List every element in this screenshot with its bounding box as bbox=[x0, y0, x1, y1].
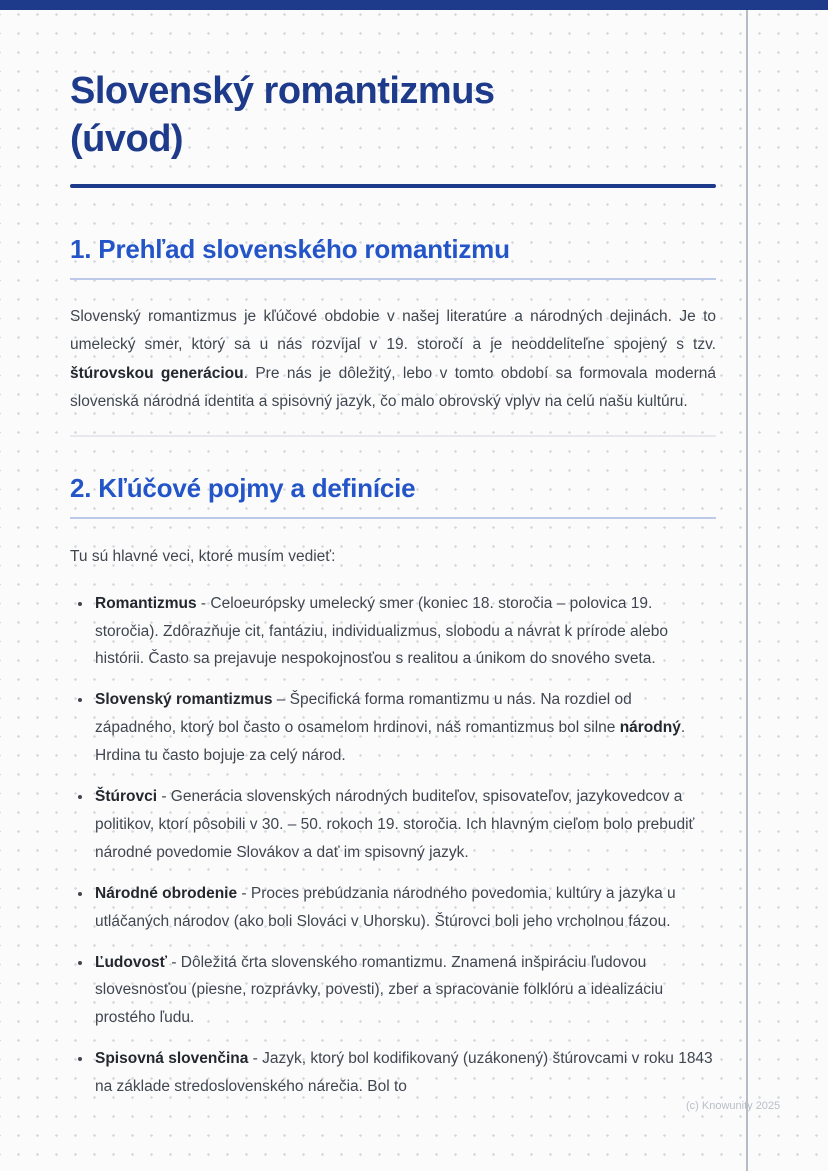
section-1-paragraph: Slovenský romantizmus je kľúčové obdobie v našej literatúre a národných dejinách. Je to umelecký smer, ktorý sa u nás rozvíjal v 19. storočí a je neoddeliteľne spojený s tzv. štúrovskou generáciou. Pre nás je dôležitý, lebo v tomto období sa formovala moderná slovenská národná identita a spisovný jazyk, čo malo obrovský vplyv na celú našu kultúru. bbox=[70, 307, 716, 411]
title-underline-rule bbox=[70, 184, 716, 188]
list-item-narodne-obrodenie: • Národné obrodenie - Proces prebúdzania národného povedomia, kultúry a jazyka u utláčaných národov (ako boli Slováci v Uhorsku). Štúrovci boli jeho vrcholnou fázou. bbox=[93, 880, 716, 936]
definitions-list bbox=[70, 590, 716, 1101]
section-divider bbox=[70, 435, 716, 437]
list-item-spisovna-slovencina: • Spisovná slovenčina - Jazyk, ktorý bol kodifikovaný (uzákonený) štúrovcami v roku 1843 na základe stredoslovenského nárečia. Bol to bbox=[93, 1045, 716, 1101]
page-title-line-1: Slovenský romantizmus bbox=[70, 70, 495, 112]
section-2-intro: Tu sú hlavné veci, ktoré musím vedieť: bbox=[70, 547, 336, 565]
section-2-heading: 2. Kľúčové pojmy a definície bbox=[70, 473, 716, 519]
list-item-slovensky-romantizmus: • Slovenský romantizmus – Špecifická forma romantizmu u nás. Na rozdiel od západného, ktorý bol často o osamelom hrdinovi, náš romantizmus bol silne národný. Hrdina tu často bojuje za celý národ. bbox=[93, 686, 716, 770]
document-content bbox=[70, 10, 716, 1114]
page-title-line-2: (úvod) bbox=[70, 117, 184, 160]
list-item-romantizmus: • Romantizmus - Celoeurópsky umelecký smer (koniec 18. storočia – polovica 19. storočia). Zdôrazňuje cit, fantáziu, individualizmus, slobodu a návrat k prírode alebo histórii. Často sa prejavuje nespokojnosťou s realitou a únikom do snového sveta. bbox=[93, 590, 716, 674]
list-item-ludovost: • Ľudovosť - Dôležitá črta slovenského romantizmu. Znamená inšpiráciu ľudovou slovesnosťou (piesne, rozprávky, povesti), zber a spracovanie folklóru a idealizáciu prostého ľudu. bbox=[93, 949, 716, 1033]
top-accent-bar bbox=[0, 0, 828, 10]
page-margin-line bbox=[746, 10, 748, 1171]
page-title bbox=[70, 68, 716, 164]
watermark-credit: (c) Knowunity 2025 bbox=[686, 1100, 781, 1112]
list-item-sturovci: • Štúrovci - Generácia slovenských národných buditeľov, spisovateľov, jazykovedcov a politikov, ktorí pôsobili v 30. – 50. rokoch 19. storočia. Ich hlavným cieľom bolo prebudiť národné povedomie Slovákov a dať im spisovný jazyk. bbox=[93, 783, 716, 867]
section-1-heading: 1. Prehľad slovenského romantizmu bbox=[70, 234, 716, 280]
